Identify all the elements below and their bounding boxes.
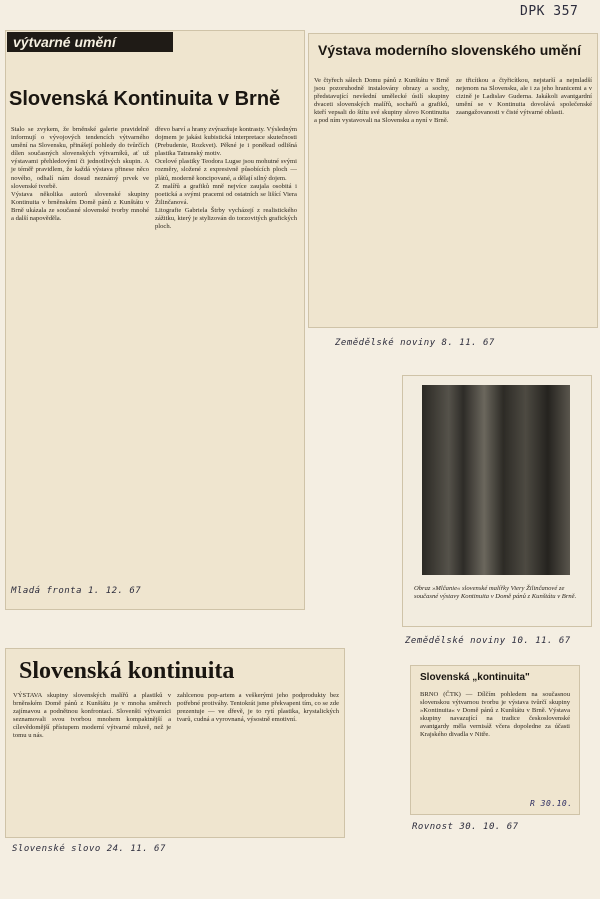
- clip1-source: Mladá fronta 1. 12. 67: [11, 586, 142, 596]
- clip5-source: Rovnost 30. 10. 67: [412, 822, 519, 832]
- clipping-slovenska-kontinuita-ss: [5, 648, 345, 838]
- clip1-column-1: Stalo se zvykem, že brněnské galerie pravidelně informují o vývojových tendencích výtvarného umění na Slovensku, přinášejí pohledy do tvůrčích dílen současných slovenských výtvarníků, ať už výstavami přehledovými či jednotlivých skupin. A je téměř pravidlem, že každá výstava přinese něco nového, odhalí nám dosud neznámý prvek ve slovenské tvorbě. Výstava několika autorů slovenské skupiny Kontinuita v brněnském Domě pánů z Kunštátu v Brně ukázala ze současné slovenské tvorby mnohé a další napověděla.: [11, 126, 149, 223]
- painting-photo: [422, 385, 570, 575]
- clip3-source: Zemědělské noviny 10. 11. 67: [405, 636, 571, 646]
- clipping-slovenska-kontinuita-mf: [5, 30, 305, 610]
- clip5-headline: Slovenská „kontinuita": [420, 672, 530, 683]
- clip2-column-1: Ve čtyřech sálech Domu pánů z Kunštátu v Brně jsou pozoruhodně instalovány obrazy a sochy, představující nevšední umělecké úsilí skupiny dvaceti slovenských malířů, sochařů a grafiků, kteří vepsali do štítu své skupiny slovo Kontinuita a pod ním vystavovali na Slovensku a nyní v Brně.: [314, 77, 449, 125]
- clip5-body: BRNO (ČTK) — Dílčím pohledem na současnou slovenskou výtvarnou tvorbu je výstava tvůrčí skupiny »Kontinuita« v Domě pánů z Kunštátu v Brně. Výstava skupiny navazující na tradice československé avantgardy měla vernisáž včera dopoledne za účasti Krajského divadla v Nitře.: [420, 691, 570, 739]
- clipping-photo-mlcanie: [402, 375, 592, 627]
- clip2-headline: Výstava moderního slovenského umění: [318, 42, 581, 58]
- clip1-column-2: dřevo barví a hrany zvýrazňuje kontrasty. Výsledným dojmem je jakási kubistická interpretace skutečnosti (Prebudenie, Rozkvet). Pěkné je i poněkud odlišná plastika Tatranský motiv. Ocelové plastiky Teodora Lugse jsou mohutné svými rozměry, složené z expresivně působících ploch — plátů, moderně koncipované, a dělají silný dojem. Z malířů a grafiků mně nejvíce zaujala osobitá i poetická a svými pracemi od ostatních se lišící Viera Žilinčanová. Litografie Gabriela Štrby vycházejí z realistického zážitku, který je stylizován do torzovitých grafických ploch.: [155, 126, 297, 231]
- archive-stamp: DPK 357: [520, 4, 579, 19]
- clip4-headline: Slovenská kontinuita: [19, 658, 235, 684]
- clip5-note: R 30.10.: [530, 799, 573, 808]
- section-label: výtvarné umění: [7, 32, 173, 52]
- clip1-headline: Slovenská Kontinuita v Brně: [9, 88, 281, 110]
- clipping-vystava-moderniho-umeni: [308, 33, 598, 328]
- clip4-column-1: VÝSTAVA skupiny slovenských malířů a plastiků v brněnském Domě pánů z Kunštátu je v mnoha směrech zajímavou a podnětnou konfrontací. Slovenští výtvarníci seznamovali svou tvorbou mnohem kompaktnější a cílevědomější přístupem moderní výtvarné mluvě, než je tomu u nás.: [13, 692, 171, 740]
- clip2-column-2: ze třicítkou a čtyřicítkou, nejstarší a nejmladší nejenom na Slovensku, ale i za jeho hranicemi a v cizině je Ladislav Guderna. Jakákoli avantgardní umění se v Kontinuita dovolává společenské zaangažovanosti v čisté výtvarné oblasti.: [456, 77, 592, 117]
- clip2-source: Zemědělské noviny 8. 11. 67: [335, 338, 495, 348]
- clipping-slovenska-kontinuita-ctk: [410, 665, 580, 815]
- clip4-column-2: zahlcenou pop-artem a veškerými jeho podprodukty bez potřebné protiváhy. Tentokrát jsme překvapeni tím, co se zde prezentuje — ve dřevě, je to rytí plastika, krystalických tvarů, cudná a vyrovnaná, výsostně emotivní.: [177, 692, 339, 724]
- photo-caption: Obraz »Mlčanie« slovenské malířky Viery Žilinčanové ze současné výstavy Kontinuita v Domě pánů z Kunštátu v Brně.: [414, 585, 577, 601]
- clip4-source: Slovenské slovo 24. 11. 67: [12, 844, 166, 854]
